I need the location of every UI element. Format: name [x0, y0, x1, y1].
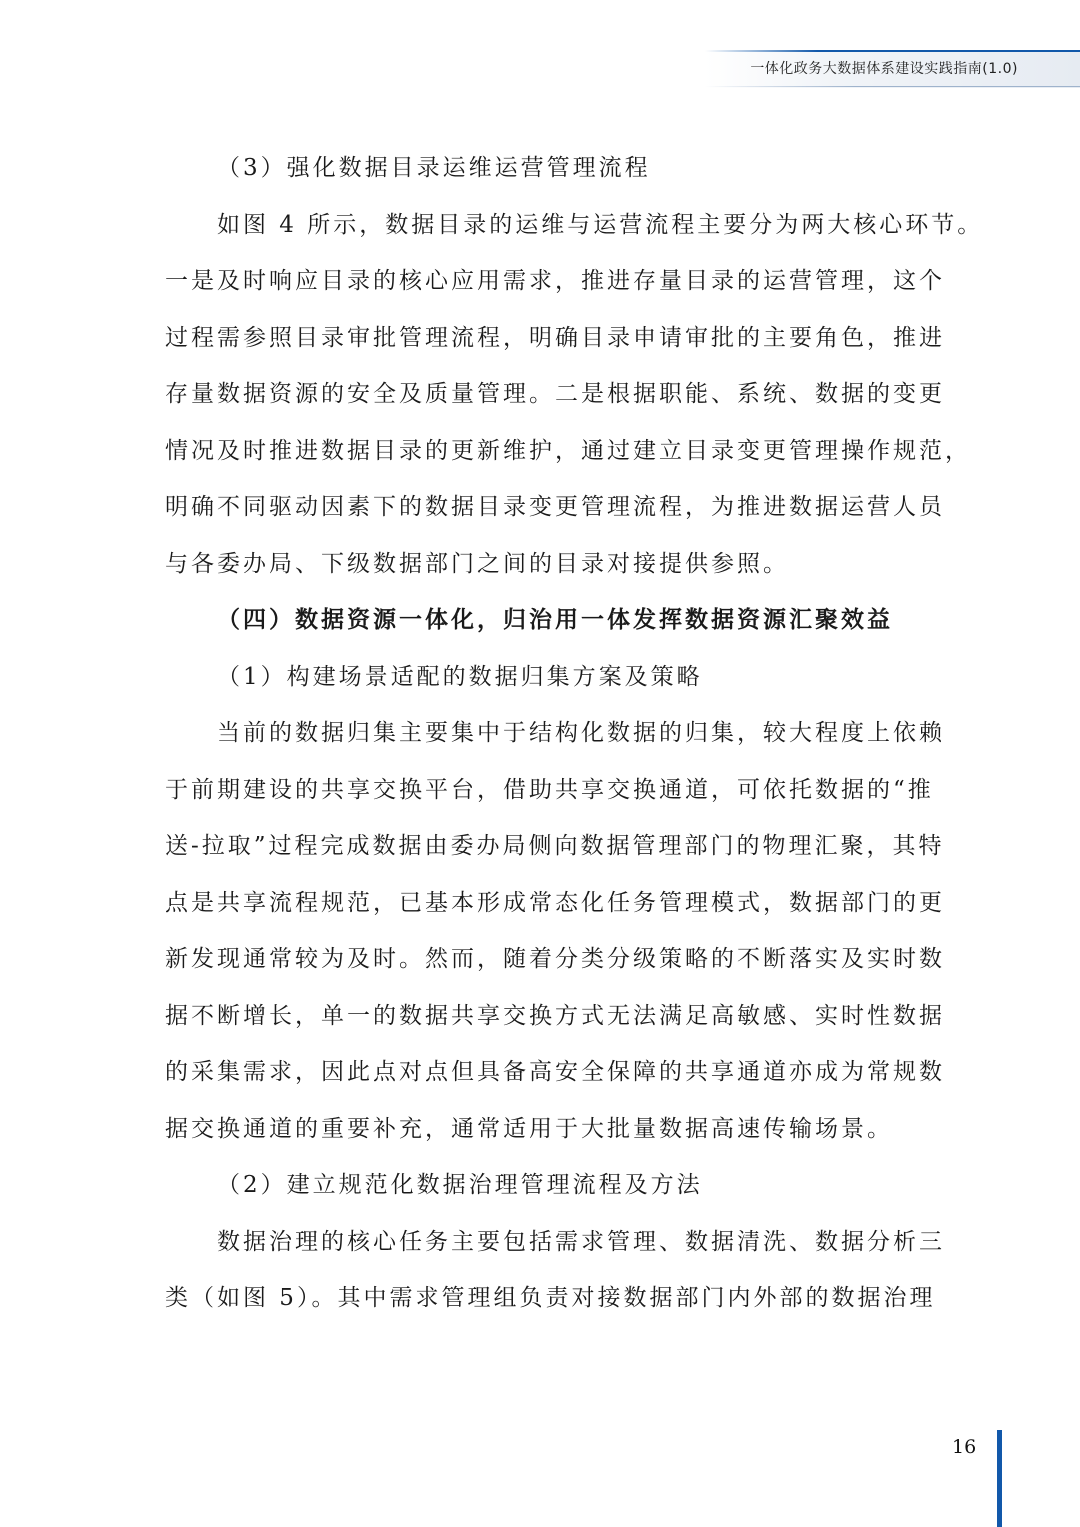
paragraph-line: 据交换通道的重要补充，通常适用于大批量数据高速传输场景。 — [165, 1115, 893, 1142]
paragraph-line: 数据治理的核心任务主要包括需求管理、数据清洗、数据分析三 — [217, 1228, 945, 1255]
paragraph-line: 于前期建设的共享交换平台，借助共享交换通道，可依托数据的“推 — [165, 776, 934, 803]
paragraph-line: 类（如图 5）。其中需求管理组负责对接数据部门内外部的数据治理 — [165, 1285, 936, 1311]
header-accent-line — [705, 50, 1080, 52]
page-number: 16 — [952, 1436, 977, 1458]
paragraph-line: 过程需参照目录审批管理流程，明确目录申请审批的主要角色，推进 — [165, 324, 945, 351]
header-divider-line — [705, 86, 1080, 87]
paragraph-line: 送-拉取”过程完成数据由委办局侧向数据管理部门的物理汇聚，其特 — [165, 833, 945, 859]
paragraph-line: 据不断增长，单一的数据共享交换方式无法满足高敏感、实时性数据 — [165, 1002, 945, 1029]
paragraph-line: 一是及时响应目录的核心应用需求，推进存量目录的运营管理，这个 — [165, 268, 945, 294]
document-body — [165, 140, 984, 1327]
section-heading-4: （四）数据资源一体化，归治用一体发挥数据资源汇聚效益 — [217, 606, 893, 633]
paragraph-line: 点是共享流程规范，已基本形成常态化任务管理模式，数据部门的更 — [165, 889, 945, 916]
running-header-title: 一体化政务大数据体系建设实践指南(1.0) — [750, 61, 1018, 77]
paragraph-line: 的采集需求，因此点对点但具备高安全保障的共享通道亦成为常规数 — [165, 1059, 945, 1085]
paragraph-line: 存量数据资源的安全及质量管理。二是根据职能、系统、数据的变更 — [165, 381, 945, 407]
paragraph-line: 新发现通常较为及时。然而，随着分类分级策略的不断落实及实时数 — [165, 946, 945, 972]
paragraph-line: 明确不同驱动因素下的数据目录变更管理流程，为推进数据运营人员 — [165, 494, 945, 520]
paragraph-line: 情况及时推进数据目录的更新维护，通过建立目录变更管理操作规范， — [165, 437, 971, 464]
subheading-1: （1）构建场景适配的数据归集方案及策略 — [217, 663, 703, 690]
paragraph-line: 当前的数据归集主要集中于结构化数据的归集，较大程度上依赖 — [217, 720, 945, 746]
subheading-2: （2）建立规范化数据治理管理流程及方法 — [217, 1172, 703, 1198]
paragraph-line: 与各委办局、下级数据部门之间的目录对接提供参照。 — [165, 550, 789, 577]
paragraph-line: 如图 4 所示，数据目录的运维与运营流程主要分为两大核心环节。 — [217, 211, 984, 238]
page-edge-bar — [997, 1430, 1002, 1527]
subheading-3: （3）强化数据目录运维运营管理流程 — [217, 155, 651, 181]
